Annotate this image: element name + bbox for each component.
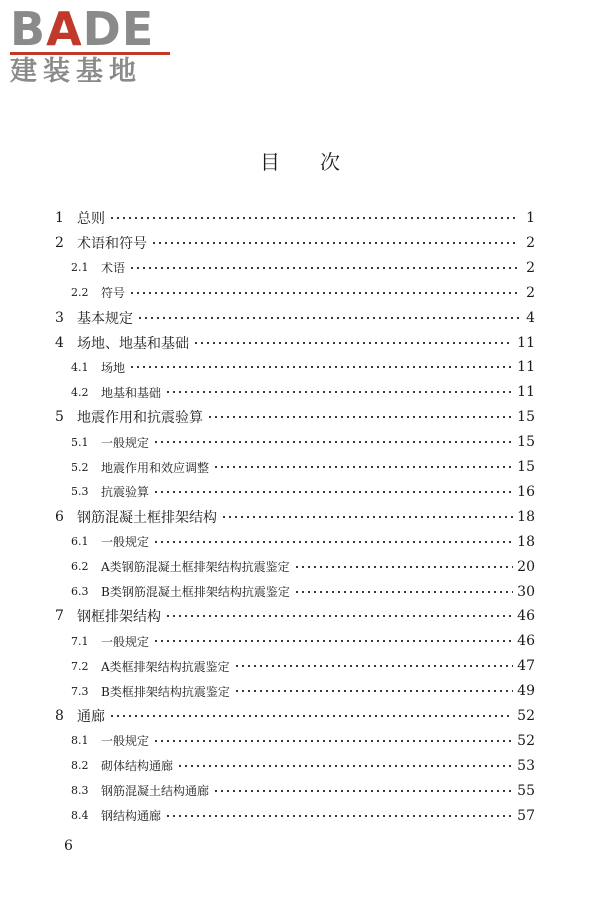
toc-entry[interactable] bbox=[55, 754, 535, 778]
toc-entry-number: 8.2 bbox=[71, 759, 89, 773]
toc-entry[interactable] bbox=[55, 555, 535, 579]
toc-leader-dots bbox=[294, 591, 513, 593]
toc-entry-title: 通廊 bbox=[77, 709, 105, 725]
toc-entry-number: 5 bbox=[55, 409, 64, 426]
toc-leader-dots bbox=[129, 267, 519, 269]
toc-entry-page: 11 bbox=[517, 334, 535, 351]
toc-leader-dots bbox=[234, 665, 514, 667]
toc-leader-dots bbox=[234, 690, 513, 692]
toc-entry-title: 地基和基础 bbox=[101, 385, 162, 400]
toc-entry[interactable] bbox=[55, 256, 535, 280]
toc-entry-title: B类框排架结构抗震鉴定 bbox=[101, 684, 230, 699]
toc-leader-dots bbox=[207, 416, 513, 418]
toc-entry-page: 18 bbox=[517, 533, 535, 550]
toc-entry[interactable] bbox=[55, 331, 535, 355]
toc-entry[interactable] bbox=[55, 629, 535, 653]
toc-leader-dots bbox=[137, 317, 519, 319]
toc-entry-page: 15 bbox=[517, 434, 535, 451]
toc-leader-dots bbox=[109, 217, 519, 219]
toc-entry-number: 7 bbox=[55, 608, 64, 625]
toc-entry-number: 6.3 bbox=[71, 585, 89, 598]
toc-entry-title: 术语 bbox=[101, 261, 126, 276]
toc-entry-page: 57 bbox=[517, 807, 535, 824]
toc-entry-title: 场地 bbox=[101, 360, 126, 375]
toc-entry-title: 钢筋混凝土结构通廊 bbox=[101, 784, 210, 799]
toc-entry-title: 总则 bbox=[77, 211, 105, 227]
toc-entry[interactable] bbox=[55, 430, 535, 454]
toc-entry[interactable] bbox=[55, 206, 535, 230]
toc-entry-number: 5.2 bbox=[71, 460, 89, 474]
toc-entry[interactable] bbox=[55, 779, 535, 803]
toc-entry-number: 8.4 bbox=[71, 809, 89, 823]
toc-entry[interactable] bbox=[55, 505, 535, 529]
toc-entry-page: 2 bbox=[526, 234, 535, 251]
toc-entry-page: 18 bbox=[517, 508, 535, 525]
toc-entry[interactable] bbox=[55, 355, 535, 379]
toc-entry[interactable] bbox=[55, 654, 535, 678]
toc-entry-title: 钢框排架结构 bbox=[77, 609, 161, 626]
toc-entry-number: 6.1 bbox=[71, 535, 89, 549]
toc-entry-number: 2.2 bbox=[71, 286, 89, 300]
toc-entry-page: 2 bbox=[526, 259, 535, 276]
toc-leader-dots bbox=[165, 815, 513, 817]
toc-leader-dots bbox=[165, 615, 513, 617]
toc-entry-page: 52 bbox=[517, 708, 535, 724]
toc-leader-dots bbox=[294, 566, 514, 568]
toc-entry-page: 11 bbox=[517, 359, 535, 376]
toc-entry-number: 3 bbox=[55, 309, 64, 326]
toc-entry-title: 砌体结构通廊 bbox=[101, 759, 174, 774]
page-title: 目次 bbox=[260, 150, 380, 174]
toc-entry-number: 5.3 bbox=[71, 485, 89, 499]
toc-entry-title: 钢结构通廊 bbox=[101, 809, 162, 824]
toc-entry[interactable] bbox=[55, 804, 535, 828]
toc-entry-page: 46 bbox=[517, 608, 535, 625]
toc-entry-number: 2 bbox=[55, 234, 64, 251]
toc-entry-page: 16 bbox=[517, 483, 535, 500]
toc-entry[interactable] bbox=[55, 405, 535, 429]
logo-subtitle: 建装基地 bbox=[10, 56, 142, 87]
toc-entry-number: 1 bbox=[55, 210, 64, 226]
logo-wordmark: BADE bbox=[10, 2, 155, 56]
toc-entry-number: 4.1 bbox=[71, 360, 89, 374]
toc-entry-page: 1 bbox=[526, 210, 535, 226]
toc-entry-number: 2.1 bbox=[71, 261, 89, 275]
toc-entry-page: 46 bbox=[517, 633, 535, 650]
toc-entry-title: 一般规定 bbox=[101, 535, 150, 550]
toc-entry[interactable] bbox=[55, 679, 535, 703]
toc-leader-dots bbox=[153, 491, 513, 493]
toc-entry-page: 2 bbox=[526, 284, 535, 301]
toc-entry-title: 一般规定 bbox=[101, 435, 150, 450]
toc-entry-number: 6.2 bbox=[71, 560, 89, 574]
toc-entry[interactable] bbox=[55, 380, 535, 404]
toc-leader-dots bbox=[153, 740, 513, 742]
toc-entry-page: 20 bbox=[517, 558, 535, 575]
toc-entry-page: 4 bbox=[526, 309, 535, 326]
toc-entry-title: 地震作用和抗震验算 bbox=[77, 410, 203, 427]
toc-entry-number: 7.2 bbox=[71, 659, 89, 673]
toc-entry-number: 8.1 bbox=[71, 734, 89, 748]
toc-entry-number: 8 bbox=[55, 708, 64, 724]
toc-entry-page: 15 bbox=[517, 409, 535, 426]
toc-entry[interactable] bbox=[55, 306, 535, 330]
toc-entry-title: 抗震验算 bbox=[101, 485, 150, 500]
toc-entry-number: 5.1 bbox=[71, 435, 89, 449]
toc-leader-dots bbox=[221, 516, 513, 518]
toc-leader-dots bbox=[153, 640, 513, 642]
toc-entry-page: 49 bbox=[517, 683, 535, 700]
toc-entry-title: 场地、地基和基础 bbox=[77, 335, 189, 352]
toc-entry-title: 一般规定 bbox=[101, 634, 150, 649]
toc-leader-dots bbox=[213, 466, 513, 468]
toc-entry-page: 47 bbox=[517, 658, 535, 675]
toc-leader-dots bbox=[129, 292, 519, 294]
toc-entry[interactable] bbox=[55, 455, 535, 479]
toc-entry-title: B类钢筋混凝土框排架结构抗震鉴定 bbox=[101, 585, 290, 599]
toc-entry[interactable] bbox=[55, 580, 535, 604]
toc-entry[interactable] bbox=[55, 729, 535, 753]
toc-entry[interactable] bbox=[55, 704, 535, 728]
toc-entry[interactable] bbox=[55, 604, 535, 628]
toc-entry-number: 7.1 bbox=[71, 634, 89, 648]
toc-leader-dots bbox=[109, 715, 513, 717]
toc-leader-dots bbox=[151, 242, 519, 244]
toc-entry[interactable] bbox=[55, 231, 535, 255]
toc-leader-dots bbox=[129, 366, 513, 368]
toc-entry-number: 7.3 bbox=[71, 684, 89, 698]
toc-leader-dots bbox=[165, 391, 513, 393]
toc-entry-page: 53 bbox=[517, 757, 535, 774]
toc-entry[interactable] bbox=[55, 530, 535, 554]
toc-entry[interactable] bbox=[55, 480, 535, 504]
toc-entry-number: 6 bbox=[55, 508, 64, 525]
toc-entry-title: 基本规定 bbox=[77, 310, 133, 327]
toc-leader-dots bbox=[153, 441, 513, 443]
toc-entry-page: 15 bbox=[517, 459, 535, 475]
toc-entry-number: 8.3 bbox=[71, 784, 89, 798]
toc-entry-page: 11 bbox=[517, 384, 535, 401]
toc-leader-dots bbox=[193, 342, 513, 344]
toc-leader-dots bbox=[177, 765, 513, 767]
toc-entry-title: 符号 bbox=[101, 286, 126, 301]
toc-entry-title: A类框排架结构抗震鉴定 bbox=[101, 659, 230, 674]
toc-leader-dots bbox=[213, 790, 513, 792]
toc-entry-title: 钢筋混凝土框排架结构 bbox=[77, 509, 217, 526]
toc-entry-title: A类钢筋混凝土框排架结构抗震鉴定 bbox=[101, 560, 290, 575]
toc-entry-title: 术语和符号 bbox=[77, 235, 147, 252]
toc-entry-page: 55 bbox=[517, 782, 535, 799]
toc-entry-title: 地震作用和效应调整 bbox=[101, 460, 210, 475]
toc-entry-page: 30 bbox=[517, 583, 535, 600]
toc-entry-number: 4 bbox=[55, 334, 64, 351]
toc-entry-number: 4.2 bbox=[71, 385, 89, 399]
toc-entry[interactable] bbox=[55, 281, 535, 305]
page-number: 6 bbox=[64, 838, 73, 854]
brand-logo bbox=[10, 4, 180, 89]
toc-leader-dots bbox=[153, 541, 513, 543]
toc-entry-page: 52 bbox=[517, 732, 535, 749]
toc-entry-title: 一般规定 bbox=[101, 734, 150, 749]
